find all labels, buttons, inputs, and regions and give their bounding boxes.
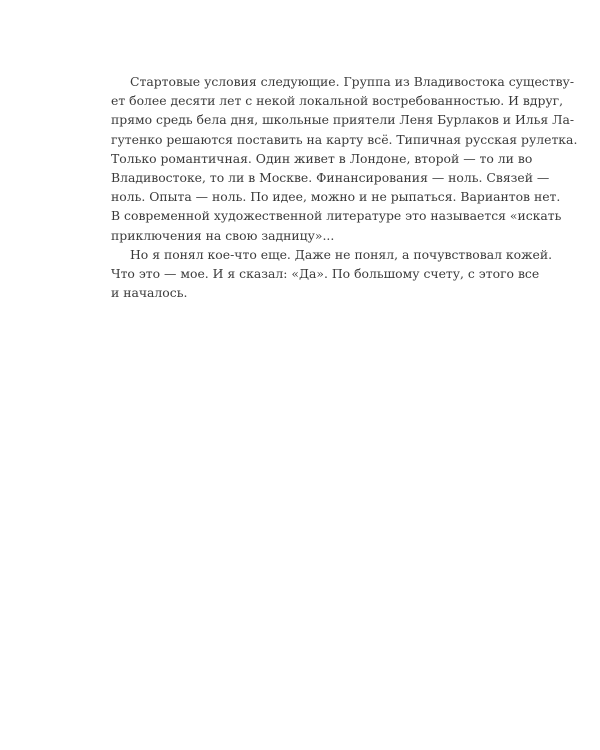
text-line: Владивостоке, то ли в Москве. Финансирования — ноль. Связей —	[111, 169, 550, 185]
text-line: ноль. Опыта — ноль. По идее, можно и не рыпаться. Вариантов нет.	[111, 189, 561, 205]
text-line: ет более десяти лет с некой локальной востребованностью. И вдруг,	[111, 93, 564, 109]
text-line: гутенко решаются поставить на карту всё. Типичная русская рулетка.	[111, 131, 578, 147]
text-line: и началось.	[111, 285, 188, 301]
body-text	[111, 72, 578, 302]
text-line: Только романтичная. Один живет в Лондоне, второй — то ли во	[111, 150, 533, 166]
text-line: Но я понял кое-что еще. Даже не понял, а почувствовал кожей.	[130, 246, 553, 262]
text-line: приключения на свою задницу»...	[111, 227, 335, 243]
text-line: прямо средь бела дня, школьные приятели Леня Бурлаков и Илья Ла-	[111, 112, 575, 128]
paragraph-2	[111, 245, 553, 303]
text-line: В современной художественной литературе это называется «искать	[111, 208, 562, 224]
text-line: Стартовые условия следующие. Группа из Владивостока существу-	[130, 74, 575, 89]
text-line: Что это — мое. И я сказал: «Да». По большому счету, с этого все	[111, 265, 540, 281]
paragraph-1	[111, 72, 578, 245]
